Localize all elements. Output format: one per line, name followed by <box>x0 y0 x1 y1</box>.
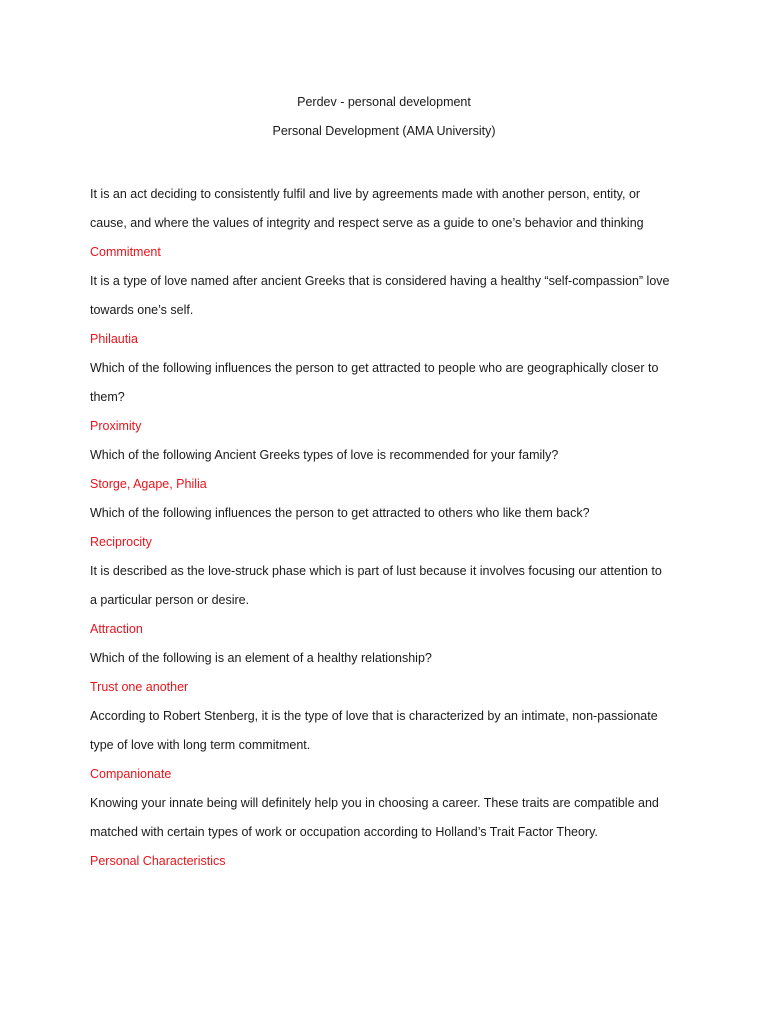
question-line: towards one’s self. <box>90 303 194 317</box>
qa-item <box>90 267 685 354</box>
qa-item <box>90 644 685 702</box>
question-line: Which of the following Ancient Greeks types of love is recommended for your family? <box>90 448 559 462</box>
question-line: It is a type of love named after ancient Greeks that is considered having a healthy “self-compassion” love <box>90 274 670 288</box>
qa-item <box>90 789 685 876</box>
qa-item <box>90 354 685 441</box>
qa-item <box>90 180 685 267</box>
answer-text: Personal Characteristics <box>90 854 226 868</box>
question-line: a particular person or desire. <box>90 593 250 607</box>
document-subtitle: Personal Development (AMA University) <box>272 124 496 138</box>
answer-text: Reciprocity <box>90 535 152 549</box>
answer-text: Storge, Agape, Philia <box>90 477 207 491</box>
question-line: According to Robert Stenberg, it is the type of love that is characterized by an intimate, non-passionate <box>90 709 658 723</box>
question-line: them? <box>90 390 125 404</box>
answer-text: Trust one another <box>90 680 189 694</box>
question-line: Which of the following influences the person to get attracted to others who like them back? <box>90 506 590 520</box>
answer-text: Attraction <box>90 622 143 636</box>
question-line: type of love with long term commitment. <box>90 738 311 752</box>
qa-item <box>90 702 685 789</box>
question-line: cause, and where the values of integrity and respect serve as a guide to one’s behavior and thinking <box>90 216 644 230</box>
qa-item <box>90 441 685 499</box>
answer-text: Proximity <box>90 419 142 433</box>
qa-item <box>90 499 685 557</box>
question-line: matched with certain types of work or occupation according to Holland’s Trait Factor Theory. <box>90 825 598 839</box>
question-line: Knowing your innate being will definitely help you in choosing a career. These traits are compatible and <box>90 796 659 810</box>
qa-item <box>90 557 685 644</box>
answer-text: Companionate <box>90 767 172 781</box>
question-line: It is described as the love-struck phase which is part of lust because it involves focusing our attention to <box>90 564 662 578</box>
answer-text: Commitment <box>90 245 161 259</box>
question-line: Which of the following influences the person to get attracted to people who are geographically closer to <box>90 361 659 375</box>
document-title: Perdev - personal development <box>297 95 471 109</box>
question-line: It is an act deciding to consistently fulfil and live by agreements made with another person, entity, or <box>90 187 641 201</box>
answer-text: Philautia <box>90 332 138 346</box>
qa-list <box>90 180 685 876</box>
question-line: Which of the following is an element of a healthy relationship? <box>90 651 432 665</box>
